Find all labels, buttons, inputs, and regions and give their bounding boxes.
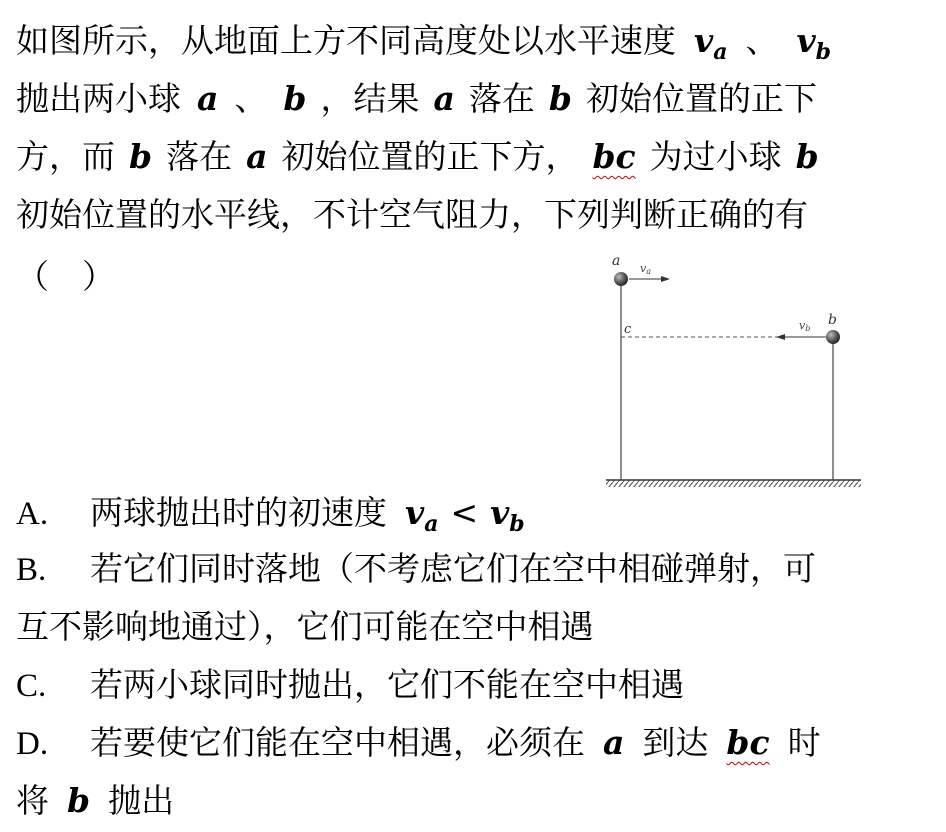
option-text: 若要使它们能在空中相遇，必须在: [90, 723, 585, 762]
label-c: c: [624, 322, 632, 337]
option-text: 时: [787, 723, 821, 762]
question-text: 初始位置的正下方，: [281, 137, 579, 176]
option-d-cont: [16, 772, 174, 830]
math-b: b: [548, 79, 572, 118]
label-vb: vb: [799, 319, 811, 333]
math-a: a: [433, 79, 455, 118]
math-va: $v_a$: [694, 21, 728, 65]
question-line-3: [16, 128, 819, 186]
arrow-va-head: [661, 276, 670, 282]
math-va: $v_a$: [405, 493, 439, 537]
question-text: 初始位置的正下: [585, 79, 817, 118]
option-text: 互不影响地通过），它们可能在空中相遇: [16, 607, 594, 646]
option-b[interactable]: [16, 540, 816, 599]
separator: 、: [745, 21, 779, 60]
option-text: 到达: [642, 723, 709, 762]
question-line-4: [16, 186, 808, 244]
option-text: 将: [16, 781, 49, 820]
math-vb: $v_b$: [796, 21, 832, 65]
question-line-2: [16, 70, 817, 128]
question-text: 如图所示，从地面上方不同高度处以水平速度: [16, 21, 676, 60]
math-a: a: [246, 137, 268, 176]
question-text: 抛出两小球: [16, 79, 181, 118]
option-d[interactable]: [16, 714, 821, 773]
ball-b: [826, 330, 840, 344]
question-text: 为过小球: [649, 137, 782, 176]
math-bc: bc: [592, 137, 636, 176]
arrow-vb-head: [776, 334, 785, 340]
option-letter: B.: [16, 552, 47, 588]
option-text: 两球抛出时的初速度: [90, 493, 387, 532]
label-a: a: [612, 253, 621, 269]
option-letter: C.: [16, 668, 47, 704]
math-b: b: [67, 781, 91, 820]
answer-paren: （ ）: [16, 257, 115, 296]
math-b: b: [129, 137, 153, 176]
ball-a: [614, 272, 628, 286]
option-text: 抛出: [108, 781, 175, 820]
math-bc: bc: [726, 723, 770, 762]
option-text: 若它们同时落地（不考虑它们在空中相碰弹射，可: [90, 549, 816, 588]
math-b: b: [283, 79, 307, 118]
question-text: 初始位置的水平线，不计空气阻力，下列判断正确的有: [16, 195, 808, 234]
math-a: a: [197, 79, 219, 118]
option-b-cont: [16, 598, 594, 656]
less-than: <: [450, 493, 479, 532]
question-line-1: [16, 12, 831, 74]
option-letter: D.: [16, 726, 49, 762]
option-letter: A.: [16, 496, 49, 532]
math-vb: $v_b$: [490, 493, 525, 537]
ground-hatch: [606, 480, 861, 487]
label-va: va: [640, 262, 651, 276]
math-b: b: [795, 137, 819, 176]
question-text: 落在: [166, 137, 233, 176]
label-b: b: [828, 312, 837, 328]
question-text: ，结果: [320, 79, 420, 118]
physics-diagram: [603, 248, 865, 490]
question-text: 落在: [468, 79, 535, 118]
option-a[interactable]: [16, 484, 525, 546]
math-a: a: [603, 723, 625, 762]
option-text: 若两小球同时抛出，它们不能在空中相遇: [90, 665, 684, 704]
separator: 、: [234, 79, 268, 118]
question-text: 方，而: [16, 137, 115, 176]
option-c[interactable]: [16, 656, 684, 715]
